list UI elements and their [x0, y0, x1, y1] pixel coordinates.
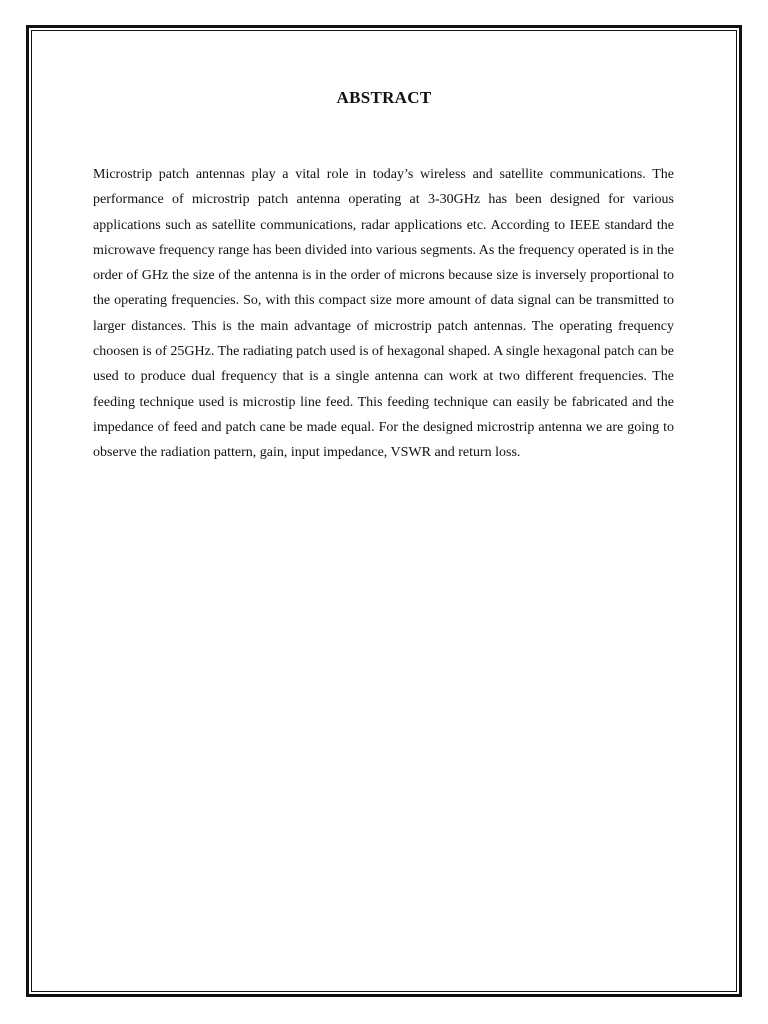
abstract-heading: ABSTRACT — [336, 88, 432, 107]
abstract-paragraph: Microstrip patch antennas play a vital role in today’s wireless and satellite communications. The performance of microstrip patch antenna operating at 3-30GHz has been designed for various applications such as satellite communications, radar applications etc. According to IEEE standard the microwave frequency range has been divided into various segments. As the frequency operated is in the order of GHz the size of the antenna is in the order of microns because size is inversely proportional to the operating frequencies. So, with this compact size more amount of data signal can be transmitted to larger distances. This is the main advantage of microstrip patch antennas. The operating frequency choosen is of 25GHz. The radiating patch used is of hexagonal shaped. A single hexagonal patch can be used to produce dual frequency that is a single antenna can work at two different frequencies. The feeding technique used is microstip line feed. This feeding technique can easily be fabricated and the impedance of feed and patch cane be made equal. For the designed microstrip antenna we are going to observe the radiation pattern, gain, input impedance, VSWR and return loss. — [93, 167, 674, 461]
